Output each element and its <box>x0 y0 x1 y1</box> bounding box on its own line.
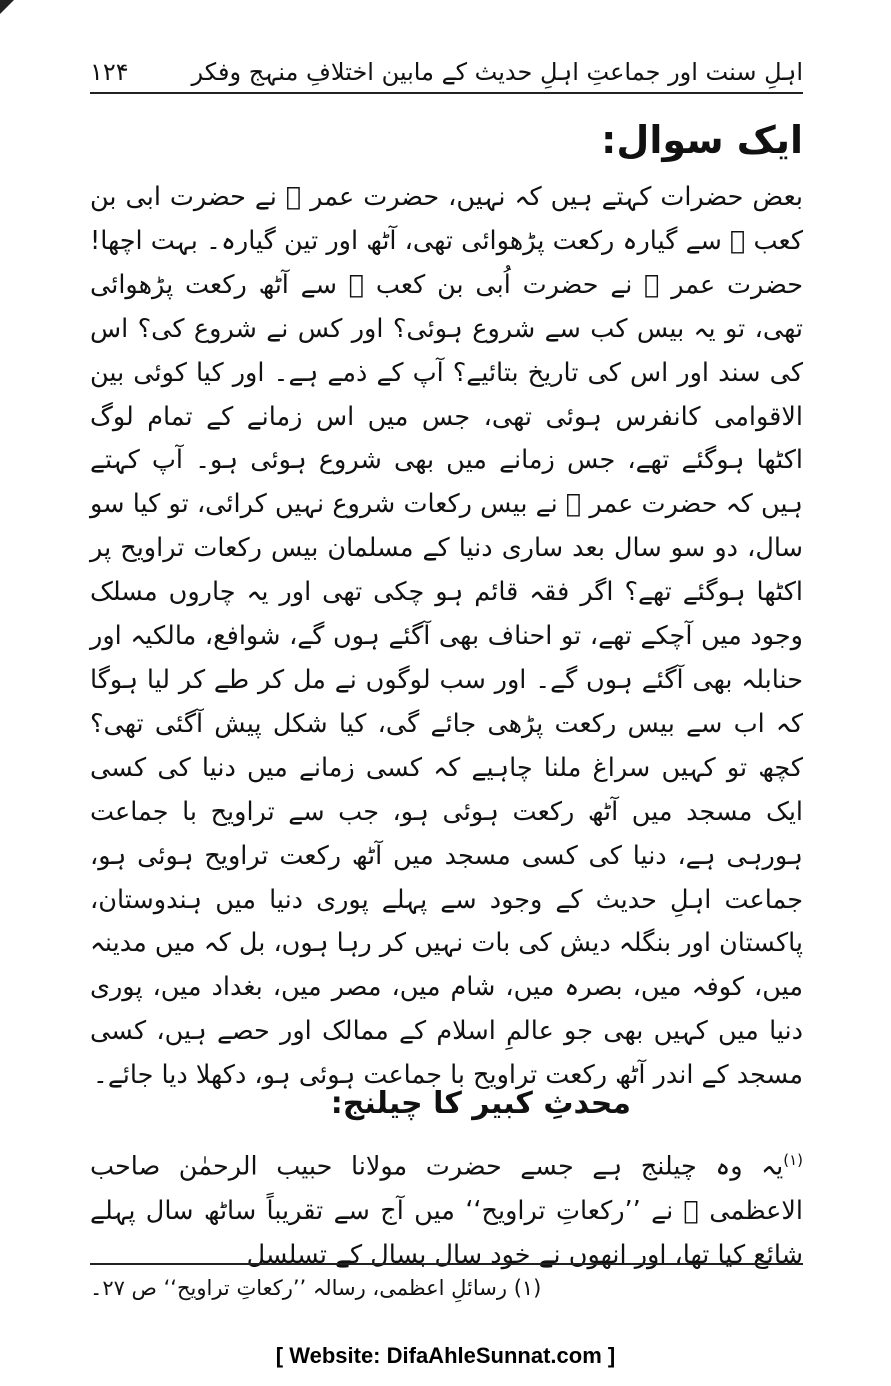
page-header <box>90 52 803 94</box>
paragraph-1-text: بعض حضرات کہتے ہیں کہ نہیں، حضرت عمر ﷛ نے حضرت ابی بن کعب ﷛ سے گیارہ رکعت پڑھوائی تھی، آٹھ اور تین گیارہ۔ بہت اچھا! حضرت عمر ﷛ نے حضرت اُبی بن کعب ﷛ سے آٹھ رکعت پڑھوائی تھی، تو یہ بیس کب سے شروع ہوئی؟ اور کس نے شروع کی؟ اس کی سند اور اس کی تاریخ بتائیے؟ آپ کے ذمے ہے۔ اور کیا کوئی بین الاقوامی کانفرس ہوئی تھی، جس میں اس زمانے کے تمام لوگ اکٹھا ہوگئے تھے، جس زمانے میں بھی شروع ہوئی ہو۔ آپ کہتے ہیں کہ حضرت عمر ﷛ نے بیس رکعات شروع نہیں کرائی، تو کیا سو سال، دو سو سال بعد ساری دنیا کے مسلمان بیس رکعات تراویح پر اکٹھا ہوگئے تھے؟ اگر فقہ قائم ہو چکی تھی اور یہ چاروں مسلک وجود میں آچکے تھے، تو احناف بھی آگئے ہوں گے، شوافع، مالکیہ اور حنابلہ بھی آگئے ہوں گے۔ اور سب لوگوں نے مل کر طے کر لیا ہوگا کہ اب سے بیس رکعت پڑھی جائے گی، کیا شکل پیش آگئی تھی؟ کچھ تو کہیں سراغ ملنا چاہیے کہ کسی زمانے میں دنیا کی کسی ایک مسجد میں آٹھ رکعت ہوئی ہو، جب سے تراویح با جماعت ہورہی ہے، دنیا کی کسی مسجد میں آٹھ رکعت تراویح ہوئی ہو، جماعت اہلِ حدیث کے وجود سے پہلے پوری دنیا میں ہندوستان، پاکستان اور بنگلہ دیش کی بات نہیں کر رہا ہوں، بل کہ میں مدینہ میں، کوفہ میں، بصرہ میں، شام میں، مصر میں، بغداد میں، پوری دنیا میں کہیں بھی جو عالمِ اسلام کے ممالک اور حصے ہیں، کسی مسجد کے اندر آٹھ رکعت تراویح با جماعت ہوئی ہو، دکھلا دیا جائے۔ <box>89 182 803 1091</box>
footnote-text: رسائلِ اعظمی، رسالہ ’’رکعاتِ تراویح‘‘ ص ۲۷۔ <box>90 1276 507 1300</box>
footnote-divider <box>90 1263 803 1265</box>
scan-corner-mark <box>0 0 14 14</box>
running-title: اہلِ سنت اور جماعتِ اہلِ حدیث کے مابین اختلافِ منہج وفکر <box>191 58 803 86</box>
page-number: ۱۲۴ <box>90 58 129 86</box>
body-paragraph-1 <box>90 176 803 1098</box>
paragraph-2-text: یہ وہ چیلنج ہے جسے حضرت مولانا حبیب الرحمٰن صاحب الاعظمی ﷫ نے ’’رکعاتِ تراویح‘‘ میں آج سے تقریباً ساٹھ سال پہلے شائع کیا تھا، اور انھوں نے خود سال بسال کے تسلسل <box>90 1151 803 1270</box>
footnote <box>90 1276 803 1300</box>
footnote-reference: (۱) <box>783 1151 803 1169</box>
website-footer: [ Website: DifaAhleSunnat.com ] <box>275 1343 616 1368</box>
subheading: محدثِ کبیر کا چیلنج: <box>330 1086 631 1121</box>
section-title: ایک سوال: <box>601 118 803 162</box>
footnote-number: (۱) <box>513 1276 542 1300</box>
body-paragraph-2 <box>90 1138 803 1277</box>
